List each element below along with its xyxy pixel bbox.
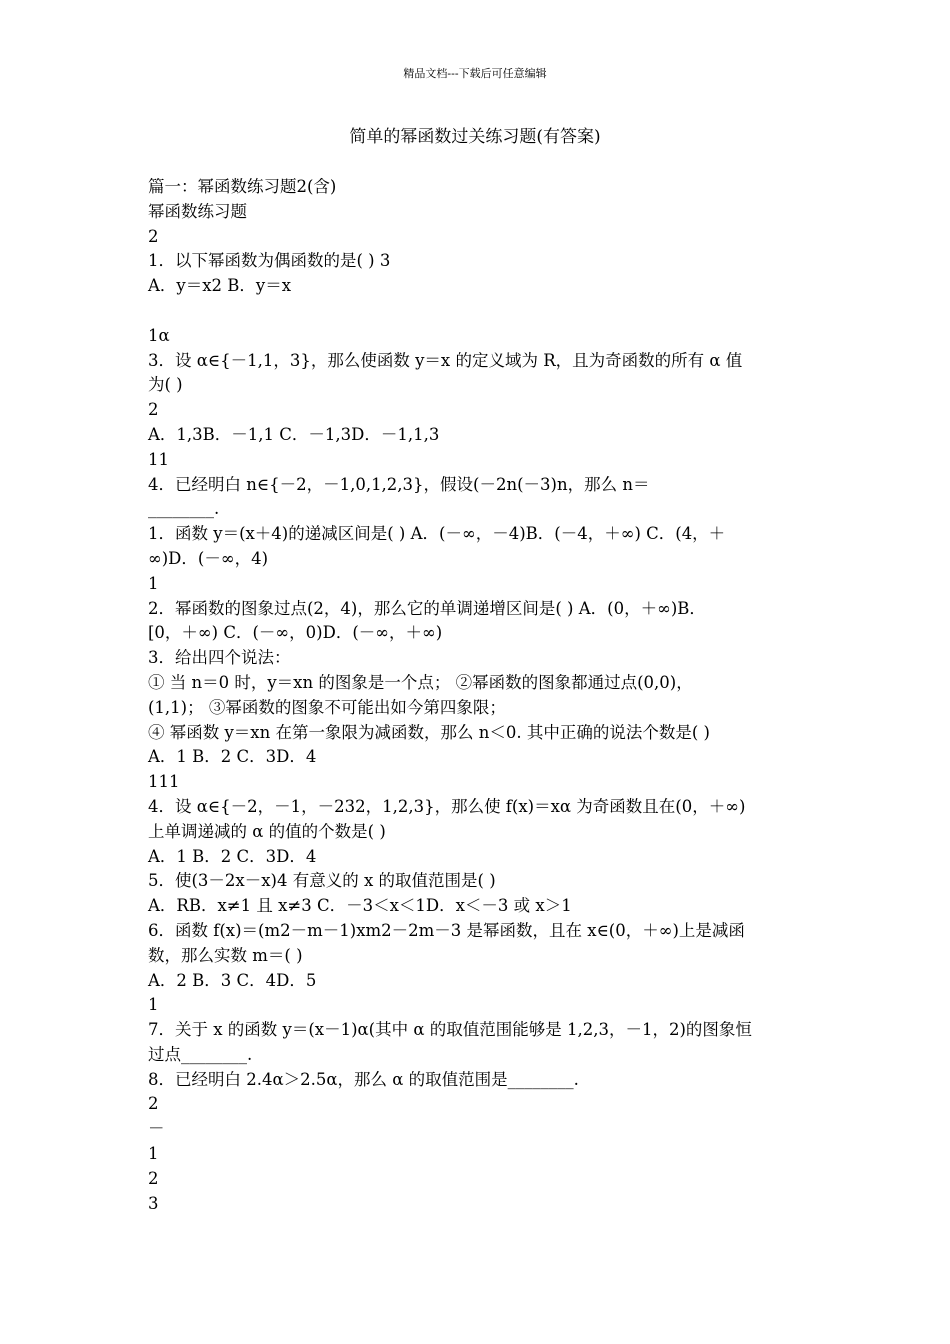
- text-line: 3．给出四个说法：: [148, 648, 291, 668]
- text-line: 1．以下幂函数为偶函数的是( ) 3: [148, 251, 391, 271]
- text-line: ________.: [148, 499, 220, 519]
- text-line: 上单调递减的 α 的值的个数是( ): [148, 821, 386, 841]
- text-line: 2: [148, 1094, 159, 1114]
- text-line: [0，＋∞) C．(－∞，0)D．(－∞，＋∞): [148, 623, 443, 643]
- text-line: 1: [148, 573, 159, 593]
- text-line: 5．使(3－2x－x)4 有意义的 x 的取值范围是( ): [148, 871, 496, 891]
- text-line: －: [148, 1119, 165, 1139]
- text-line: 2: [148, 1168, 159, 1188]
- text-line: 数，那么实数 m＝( ): [148, 945, 303, 965]
- text-line: 11: [148, 449, 169, 469]
- text-line: A．1 B．2 C．3D．4: [148, 747, 317, 767]
- text-line: 2: [148, 226, 159, 246]
- document-body: [148, 175, 808, 1216]
- text-line: ④ 幂函数 y＝xn 在第一象限为减函数，那么 n＜0. 其中正确的说法个数是( ): [148, 722, 710, 742]
- page-header: 精品文档---下载后可任意编辑: [403, 67, 547, 80]
- text-line: ① 当 n＝0 时，y＝xn 的图象是一个点； ②幂函数的图象都通过点(0,0)，: [148, 672, 693, 692]
- text-line: 2．幂函数的图象过点(2，4)，那么它的单调递增区间是( ) A．(0，＋∞)B．: [148, 598, 706, 618]
- text-line: 1α: [148, 325, 170, 345]
- text-line: 幂函数练习题: [148, 201, 247, 221]
- text-line: 为( ): [148, 375, 183, 395]
- text-line: A．RB．x≠1 且 x≠3 C．－3＜x＜1D．x＜－3 或 x＞1: [148, 896, 572, 916]
- text-line: A．y＝x2 B．y＝x: [148, 276, 292, 296]
- text-line: A．1,3B．－1,1 C．－1,3D．－1,1,3: [148, 424, 440, 444]
- text-line: A．1 B．2 C．3D．4: [148, 846, 317, 866]
- text-line: 2: [148, 400, 159, 420]
- text-line: 6．函数 f(x)＝(m2－m－1)xm2－2m－3 是幂函数，且在 x∈(0，＋∞)上是减函: [148, 920, 745, 940]
- text-line: (1,1)； ③幂函数的图象不可能出如今第四象限；: [148, 697, 506, 717]
- text-line: A．2 B．3 C．4D．5: [148, 970, 317, 990]
- text-line: 篇一：幂函数练习题2(含): [148, 177, 337, 196]
- text-line: 过点________.: [148, 1044, 253, 1064]
- text-line: 8．已经明白 2.4α＞2.5α，那么 α 的取值范围是________.: [148, 1069, 579, 1089]
- text-line: 3: [148, 1193, 159, 1213]
- text-line: 4．设 α∈{－2，－1，－232，1,2,3}，那么使 f(x)＝xα 为奇函数且在(0，＋∞): [148, 796, 746, 816]
- text-line: 4．已经明白 n∈{－2，－1,0,1,2,3}，假设(－2n(－3)n，那么 n＝: [148, 474, 650, 494]
- text-line: 7．关于 x 的函数 y＝(x－1)α(其中 α 的取值范围能够是 1,2,3，－1，2)的图象恒: [148, 1020, 752, 1040]
- text-line: 111: [148, 772, 180, 792]
- blank-line: [148, 299, 808, 324]
- text-line: ∞)D．(－∞，4): [148, 548, 269, 568]
- text-line: 1: [148, 995, 159, 1015]
- document-title: 简单的幂函数过关练习题(有答案): [349, 127, 601, 147]
- text-line: 3．设 α∈{－1,1，3}，那么使函数 y＝x 的定义域为 R，且为奇函数的所有 α 值: [148, 350, 743, 370]
- text-line: 1．函数 y＝(x＋4)的递减区间是( ) A．(－∞，－4)B．(－4，＋∞) C．(4，＋: [148, 524, 726, 544]
- text-line: 1: [148, 1144, 159, 1164]
